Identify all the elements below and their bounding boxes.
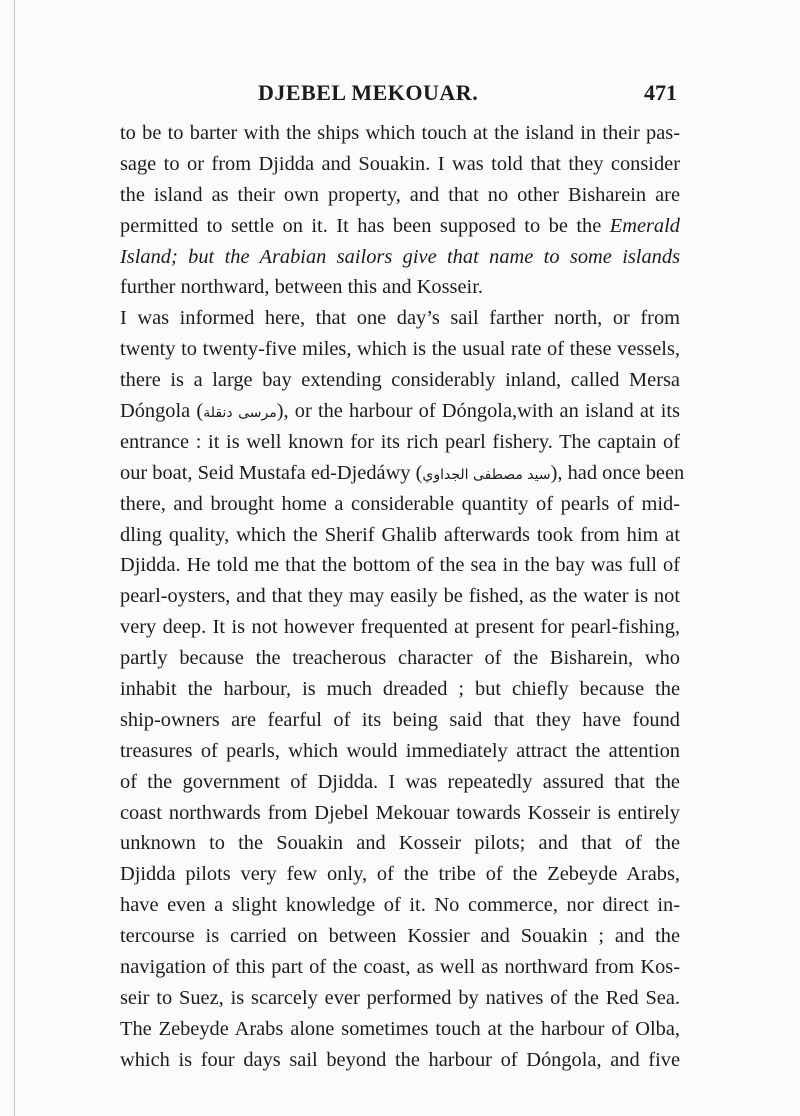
text-line: dling quality, which the Sherif Ghalib afterwards took from him at [120, 523, 680, 546]
text-line: The Zebeyde Arabs alone sometimes touch at the harbour of Olba, [120, 1017, 680, 1040]
text-line: ship-owners are fearful of its being said that they have found [120, 708, 680, 731]
text-line: coast northwards from Djebel Mekouar towards Kosseir is entirely [120, 801, 680, 824]
text-line: Djidda. He told me that the bottom of the sea in the bay was full of [120, 554, 680, 577]
text-line: pearl-oysters, and that they may easily be fished, as the water is not [120, 585, 680, 608]
text-line: there is a large bay extending considerably inland, called Mersa [120, 369, 680, 392]
text-line: tercourse is carried on between Kossier and Souakin ; and the [120, 925, 680, 948]
body-paragraphs [120, 118, 685, 1076]
text-line [120, 242, 680, 273]
text-line: Djidda pilots very few only, of the tribe of the Zebeyde Arabs, [120, 863, 680, 886]
text-line [120, 211, 680, 242]
text-line: of the government of Djidda. I was repeatedly assured that the [120, 770, 680, 793]
text-line: which is four days sail beyond the harbour of Dóngola, and five [120, 1048, 680, 1071]
text-line: there, and brought home a considerable quantity of pearls of mid- [120, 492, 680, 515]
text-line: unknown to the Souakin and Kosseir pilots; and that of the [120, 832, 680, 855]
seid-suffix: ), had once been [550, 461, 685, 484]
text-line-start: permitted to settle on it. It has been supposed to be the [120, 214, 610, 237]
seid-prefix: our boat, Seid Mustafa ed-Djedáwy ( [120, 461, 423, 484]
dongola-suffix: ), or the harbour of Dóngola,with an island at its [276, 400, 680, 423]
text-line: entrance : it is well known for its rich pearl fishery. The captain of [120, 430, 680, 453]
italic-island-line: Island; but the Arabian sailors give that name to some islands [120, 245, 680, 268]
text-line: further northward, between this and Kosseir. [120, 276, 483, 299]
text-line [120, 396, 680, 427]
text-line: the island as their own property, and that no other Bisharein are [120, 183, 680, 206]
text-line: seir to Suez, is scarcely ever performed by natives of the Red Sea. [120, 986, 680, 1009]
text-line: navigation of this part of the coast, as well as northward from Kos- [120, 956, 680, 979]
text-line: very deep. It is not however frequented at present for pearl-fishing, [120, 616, 680, 639]
text-line [120, 458, 685, 489]
arabic-dongola: مرسى دنقلة [203, 405, 277, 422]
text-line: twenty to twenty-five miles, which is the usual rate of these vessels, [120, 338, 680, 361]
text-line: I was informed here, that one day’s sail farther north, or from [120, 307, 680, 330]
text-line: treasures of pearls, which would immediately attract the attention [120, 739, 680, 762]
italic-emerald: Emerald [609, 214, 680, 237]
page-header [0, 80, 800, 110]
page-edge-line [14, 0, 15, 1116]
text-line: sage to or from Djidda and Souakin. I was told that they consider [120, 152, 680, 175]
page-number: 471 [644, 80, 677, 105]
dongola-prefix: Dóngola ( [120, 400, 204, 423]
text-line: to be to barter with the ships which touch at the island in their pas- [120, 122, 680, 144]
text-line: have even a slight knowledge of it. No commerce, nor direct in- [120, 894, 680, 917]
arabic-seid-mustafa: سيد مصطفى الجداوي [422, 466, 551, 483]
text-line: partly because the treacherous character of the Bisharein, who [120, 647, 680, 670]
text-line: inhabit the harbour, is much dreaded ; but chiefly because the [120, 678, 680, 701]
running-title: DJEBEL MEKOUAR. [258, 80, 479, 105]
